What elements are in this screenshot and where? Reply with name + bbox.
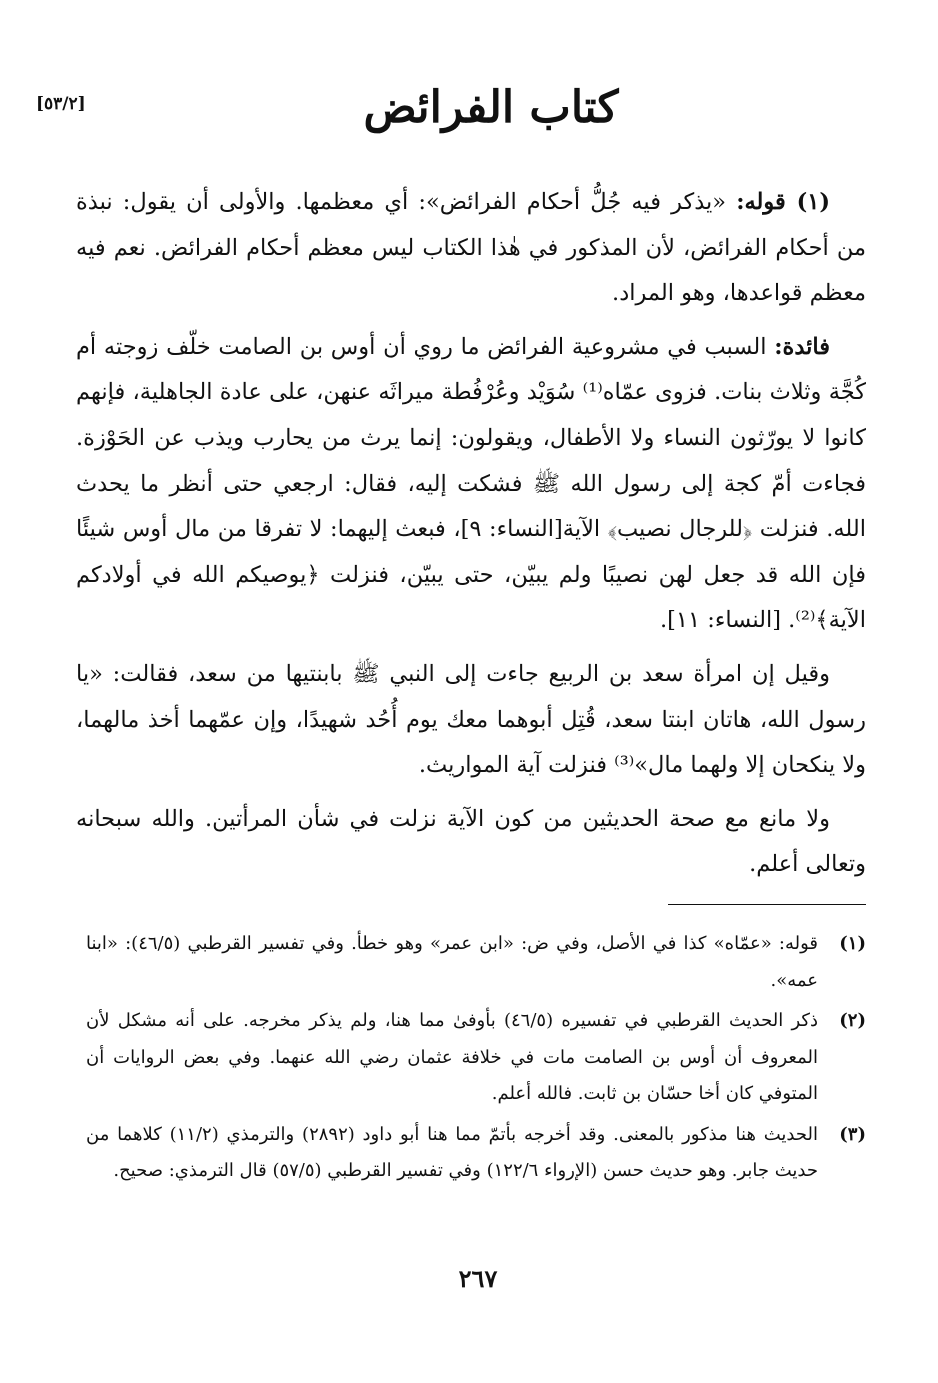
footnote-number: (١) (839, 933, 866, 954)
paragraph-text: «يذكر فيه جُلُّ أحكام الفرائض»: أي معظمها. والأولى أن يقول: نبذة من أحكام الفرائض، لأن المذكور في هٰذا الكتاب ليس معظم أحكام الفرائض. نعم فيه معظم قواعدها، وهو المراد. (76, 189, 866, 307)
footnotes (86, 926, 866, 1194)
paragraph-lead: (١) قوله: (736, 189, 830, 215)
footnote-number: (٢) (839, 1010, 866, 1031)
footnote-divider (668, 904, 866, 905)
footnote-number: (٣) (839, 1123, 866, 1145)
paragraph (76, 180, 866, 317)
chapter-title: كتاب الفرائض (363, 82, 619, 133)
paragraph-text: وقيل إن امرأة سعد بن الربيع جاءت إلى النبي ﷺ بابنتيها من سعد، فقالت: «يا رسول الله، هاتان ابنتا سعد، قُتِل أبوهما معك يوم أُحُد شهيدًا، وإن عمّهما أخذ مالهما، ولا ينكحان إلا ولهما مال»⁽³⁾ فنزلت آية المواريث. (76, 660, 866, 779)
footnote-text: الحديث هنا مذكور بالمعنى. وقد أخرجه بأتمّ مما هنا أبو داود (٢٨٩٢) والترمذي (١١/٢) كلاهما من حديث جابر. وهو حديث حسن (الإرواء ١٢٢/٦) وفي تفسير القرطبي (٥٧/٥) قال الترمذي: صحيح. (86, 1123, 818, 1181)
footnote-text: ذكر الحديث القرطبي في تفسيره (٤٦/٥) بأوفىٰ مما هنا، ولم يذكر مخرجه. على أنه مشكل لأن المعروف أن أوس بن الصامت مات في خلافة عثمان رضي الله عنهما. وفي بعض الروايات أن المتوفي كان أخا حسّان بن ثابت. فالله أعلم. (86, 1010, 818, 1104)
paragraph-text: السبب في مشروعية الفرائض ما روي أن أوس بن الصامت خلّف زوجته أم كُجَّة وثلاث بنات. فزوى عمّاه⁽¹⁾ سُوَيْد وعُرْفُطة ميراثَه عنهن، على عادة الجاهلية، فإنهم كانوا لا يورّثون النساء ولا الأطفال، ويقولون: إنما يرث من يحارب ويذب عن الحَوْزة. فجاءت أمّ كجة إلى رسول الله ﷺ فشكت إليه، فقال: ارجعي حتى أنظر ما يحدث الله. فنزلت ﴿للرجال نصيب﴾ الآية[النساء: ٩]، فبعث إليهما: لا تفرقا من مال أوس شيئًا فإن الله قد جعل لهن نصيبًا ولم يبيّن، حتى يبيّن، فنزلت ﴿يوصيكم الله في أولادكم الآية﴾⁽²⁾. [النساء: ١١]. (76, 333, 866, 634)
footnote (86, 1117, 866, 1190)
paragraph (76, 325, 866, 644)
volume-page-reference: [٥٣/٢] (36, 94, 86, 114)
paragraph (76, 797, 866, 888)
paragraph (76, 652, 866, 789)
paragraph-lead: فائدة: (774, 333, 830, 360)
footnote-text: قوله: «عمّاه» كذا في الأصل، وفي ض: «ابن عمر» وهو خطأ. وفي تفسير القرطبي (٤٦/٥): «ابنا عمه». (86, 933, 819, 991)
page-header (36, 78, 866, 148)
main-text (76, 180, 866, 896)
page-number: ٢٦٧ (458, 1264, 498, 1293)
paragraph-text: ولا مانع مع صحة الحديثين من كون الآية نزلت في شأن المرأتين. والله سبحانه وتعالى أعلم. (76, 805, 866, 878)
footnote (86, 1003, 866, 1113)
footnote (86, 926, 866, 999)
